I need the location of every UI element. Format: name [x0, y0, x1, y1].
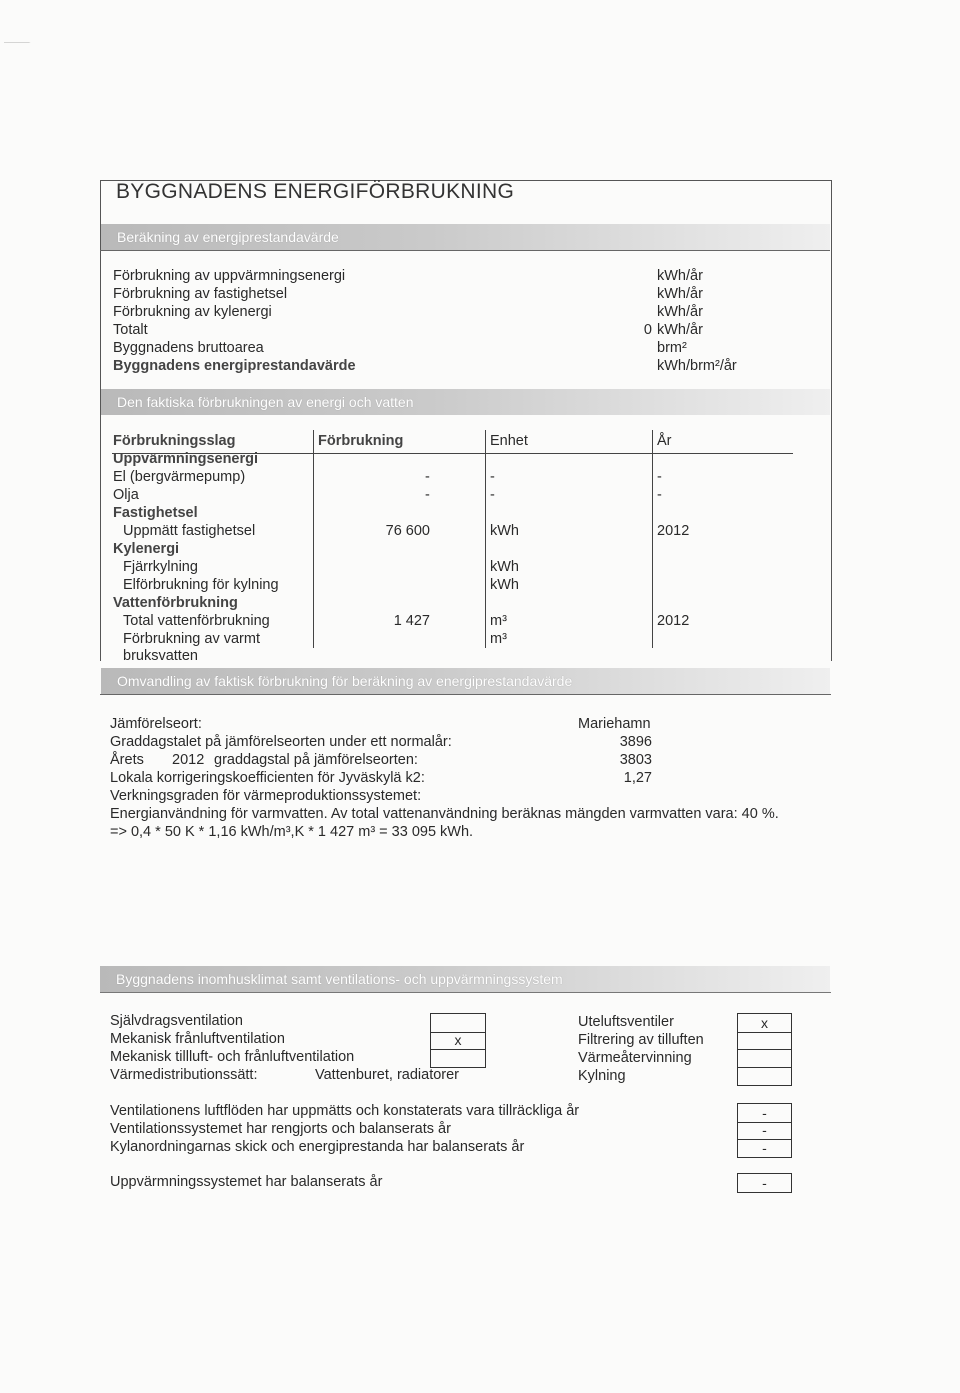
col-divider	[652, 430, 653, 648]
vent-option-label: Uteluftsventiler	[578, 1014, 674, 1030]
year-degree-days-label: graddagstal på jämförelseorten:	[214, 752, 418, 768]
category-label: Vattenförbrukning	[113, 595, 238, 611]
section-header-consumption: Den faktiska förbrukningen av energi och vatten	[101, 389, 830, 415]
calc-label: Byggnadens energiprestandavärde	[113, 358, 356, 374]
divider	[100, 992, 831, 993]
section-header-conversion: Omvandling av faktisk förbrukning för beräkning av energiprestandavärde	[101, 668, 830, 694]
checkbox-outdoor-air-vents[interactable]: x	[737, 1013, 792, 1033]
section-header-ventilation: Byggnadens inomhusklimat samt ventilations- och uppvärmningssystem	[100, 966, 830, 992]
calc-unit: kWh/år	[657, 304, 703, 320]
row-unit: kWh	[490, 577, 519, 593]
category-label: Uppvärmningsenergi	[113, 451, 259, 467]
heating-balance-label: Uppvärmningssystemet har balanserats år	[110, 1174, 383, 1190]
calc-value: 0	[643, 322, 652, 338]
vent-option-label: Värmeåtervinning	[578, 1050, 692, 1066]
calc-unit: kWh/brm²/år	[657, 358, 737, 374]
hot-water-text: Energianvändning för varmvatten. Av total vattenanvändning beräknas mängden varmvatten vara: 40 %.	[110, 806, 779, 822]
reference-value: Mariehamn	[578, 716, 651, 732]
col-header-type: Förbrukningsslag	[113, 433, 236, 449]
distribution-label: Värmedistributionssätt:	[110, 1067, 258, 1083]
airflow-year-field[interactable]: -	[737, 1103, 792, 1123]
row-value: -	[425, 487, 430, 503]
row-year: -	[657, 469, 662, 485]
efficiency-label: Verkningsgraden för värmeproduktionssystemet:	[110, 788, 422, 804]
col-divider	[313, 430, 314, 648]
checkbox-exhaust-ventilation[interactable]: x	[430, 1031, 486, 1050]
row-label: Förbrukning av varmt	[123, 631, 260, 647]
year-value: 2012	[172, 752, 205, 768]
category-label: Fastighetsel	[113, 505, 198, 521]
calc-label: Totalt	[113, 322, 148, 338]
row-label: Total vattenförbrukning	[123, 613, 270, 629]
row-unit: kWh	[490, 523, 519, 539]
vent-label: Självdragsventilation	[110, 1013, 243, 1029]
row-label: Uppmätt fastighetsel	[123, 523, 256, 539]
row-unit: -	[490, 487, 495, 503]
scan-mark: —————·	[4, 40, 31, 46]
row-unit: -	[490, 469, 495, 485]
col-header-consumption: Förbrukning	[318, 433, 404, 449]
row-value: 1 427	[393, 613, 430, 629]
balance-label: Kylanordningarnas skick och energiprestanda har balanserats år	[110, 1139, 525, 1155]
reference-label: Jämförelseort:	[110, 716, 202, 732]
cooling-balance-year-field[interactable]: -	[737, 1139, 792, 1158]
section-header-calculation: Beräkning av energiprestandavärde	[101, 224, 830, 250]
correction-value: 1,27	[623, 770, 652, 786]
vent-label: Mekanisk frånluftventilation	[110, 1031, 285, 1047]
balance-label: Ventilationens luftflöden har uppmätts och konstaterats vara tillräckliga år	[110, 1103, 580, 1119]
year-degree-days-value: 3803	[619, 752, 652, 768]
ventilation-balance-year-field[interactable]: -	[737, 1121, 792, 1140]
col-header-year: År	[657, 433, 672, 449]
year-prefix: Årets	[110, 752, 144, 768]
row-label: bruksvatten	[123, 648, 198, 664]
distribution-value: Vattenburet, radiatorer	[315, 1067, 460, 1083]
row-year: 2012	[657, 523, 690, 539]
calc-label: Byggnadens bruttoarea	[113, 340, 264, 356]
vent-label: Mekanisk tillluft- och frånluftventilation	[110, 1049, 355, 1065]
page-title: BYGGNADENS ENERGIFÖRBRUKNING	[116, 180, 515, 203]
row-label: Elförbrukning för kylning	[123, 577, 279, 593]
heating-balance-year-field[interactable]: -	[737, 1173, 792, 1193]
row-year: -	[657, 487, 662, 503]
row-label: Fjärrkylning	[123, 559, 198, 575]
divider	[100, 250, 830, 251]
vent-option-label: Filtrering av tilluften	[578, 1032, 704, 1048]
calc-unit: kWh/år	[657, 322, 703, 338]
degree-days-value: 3896	[619, 734, 652, 750]
checkbox-cooling[interactable]	[737, 1067, 792, 1086]
row-unit: m³	[490, 631, 507, 647]
vent-option-label: Kylning	[578, 1068, 626, 1084]
col-header-unit: Enhet	[490, 433, 528, 449]
category-label: Kylenergi	[113, 541, 180, 557]
calc-label: Förbrukning av uppvärmningsenergi	[113, 268, 346, 284]
row-unit: kWh	[490, 559, 519, 575]
row-value: -	[425, 469, 430, 485]
row-label: Olja	[113, 487, 139, 503]
row-label: El (bergvärmepump)	[113, 469, 246, 485]
row-value: 76 600	[385, 523, 430, 539]
divider	[100, 694, 831, 695]
calc-unit: kWh/år	[657, 286, 703, 302]
checkbox-supply-exhaust-ventilation[interactable]	[430, 1049, 486, 1068]
calc-unit: kWh/år	[657, 268, 703, 284]
degree-days-label: Graddagstalet på jämförelseorten under ett normalår:	[110, 734, 452, 750]
correction-label: Lokala korrigeringskoefficienten för Jyväskylä k2:	[110, 770, 425, 786]
checkbox-supply-air-filtering[interactable]	[737, 1031, 792, 1050]
checkbox-natural-ventilation[interactable]	[430, 1013, 486, 1033]
col-divider	[485, 430, 486, 648]
row-year: 2012	[657, 613, 690, 629]
calc-label: Förbrukning av kylenergi	[113, 304, 272, 320]
row-unit: m³	[490, 613, 507, 629]
balance-label: Ventilationssystemet har rengjorts och balanserats år	[110, 1121, 451, 1137]
checkbox-heat-recovery[interactable]	[737, 1049, 792, 1068]
formula-text: => 0,4 * 50 K * 1,16 kWh/m³,K * 1 427 m³ = 33 095 kWh.	[110, 824, 474, 840]
calc-label: Förbrukning av fastighetsel	[113, 286, 288, 302]
calc-unit: brm²	[657, 340, 687, 356]
